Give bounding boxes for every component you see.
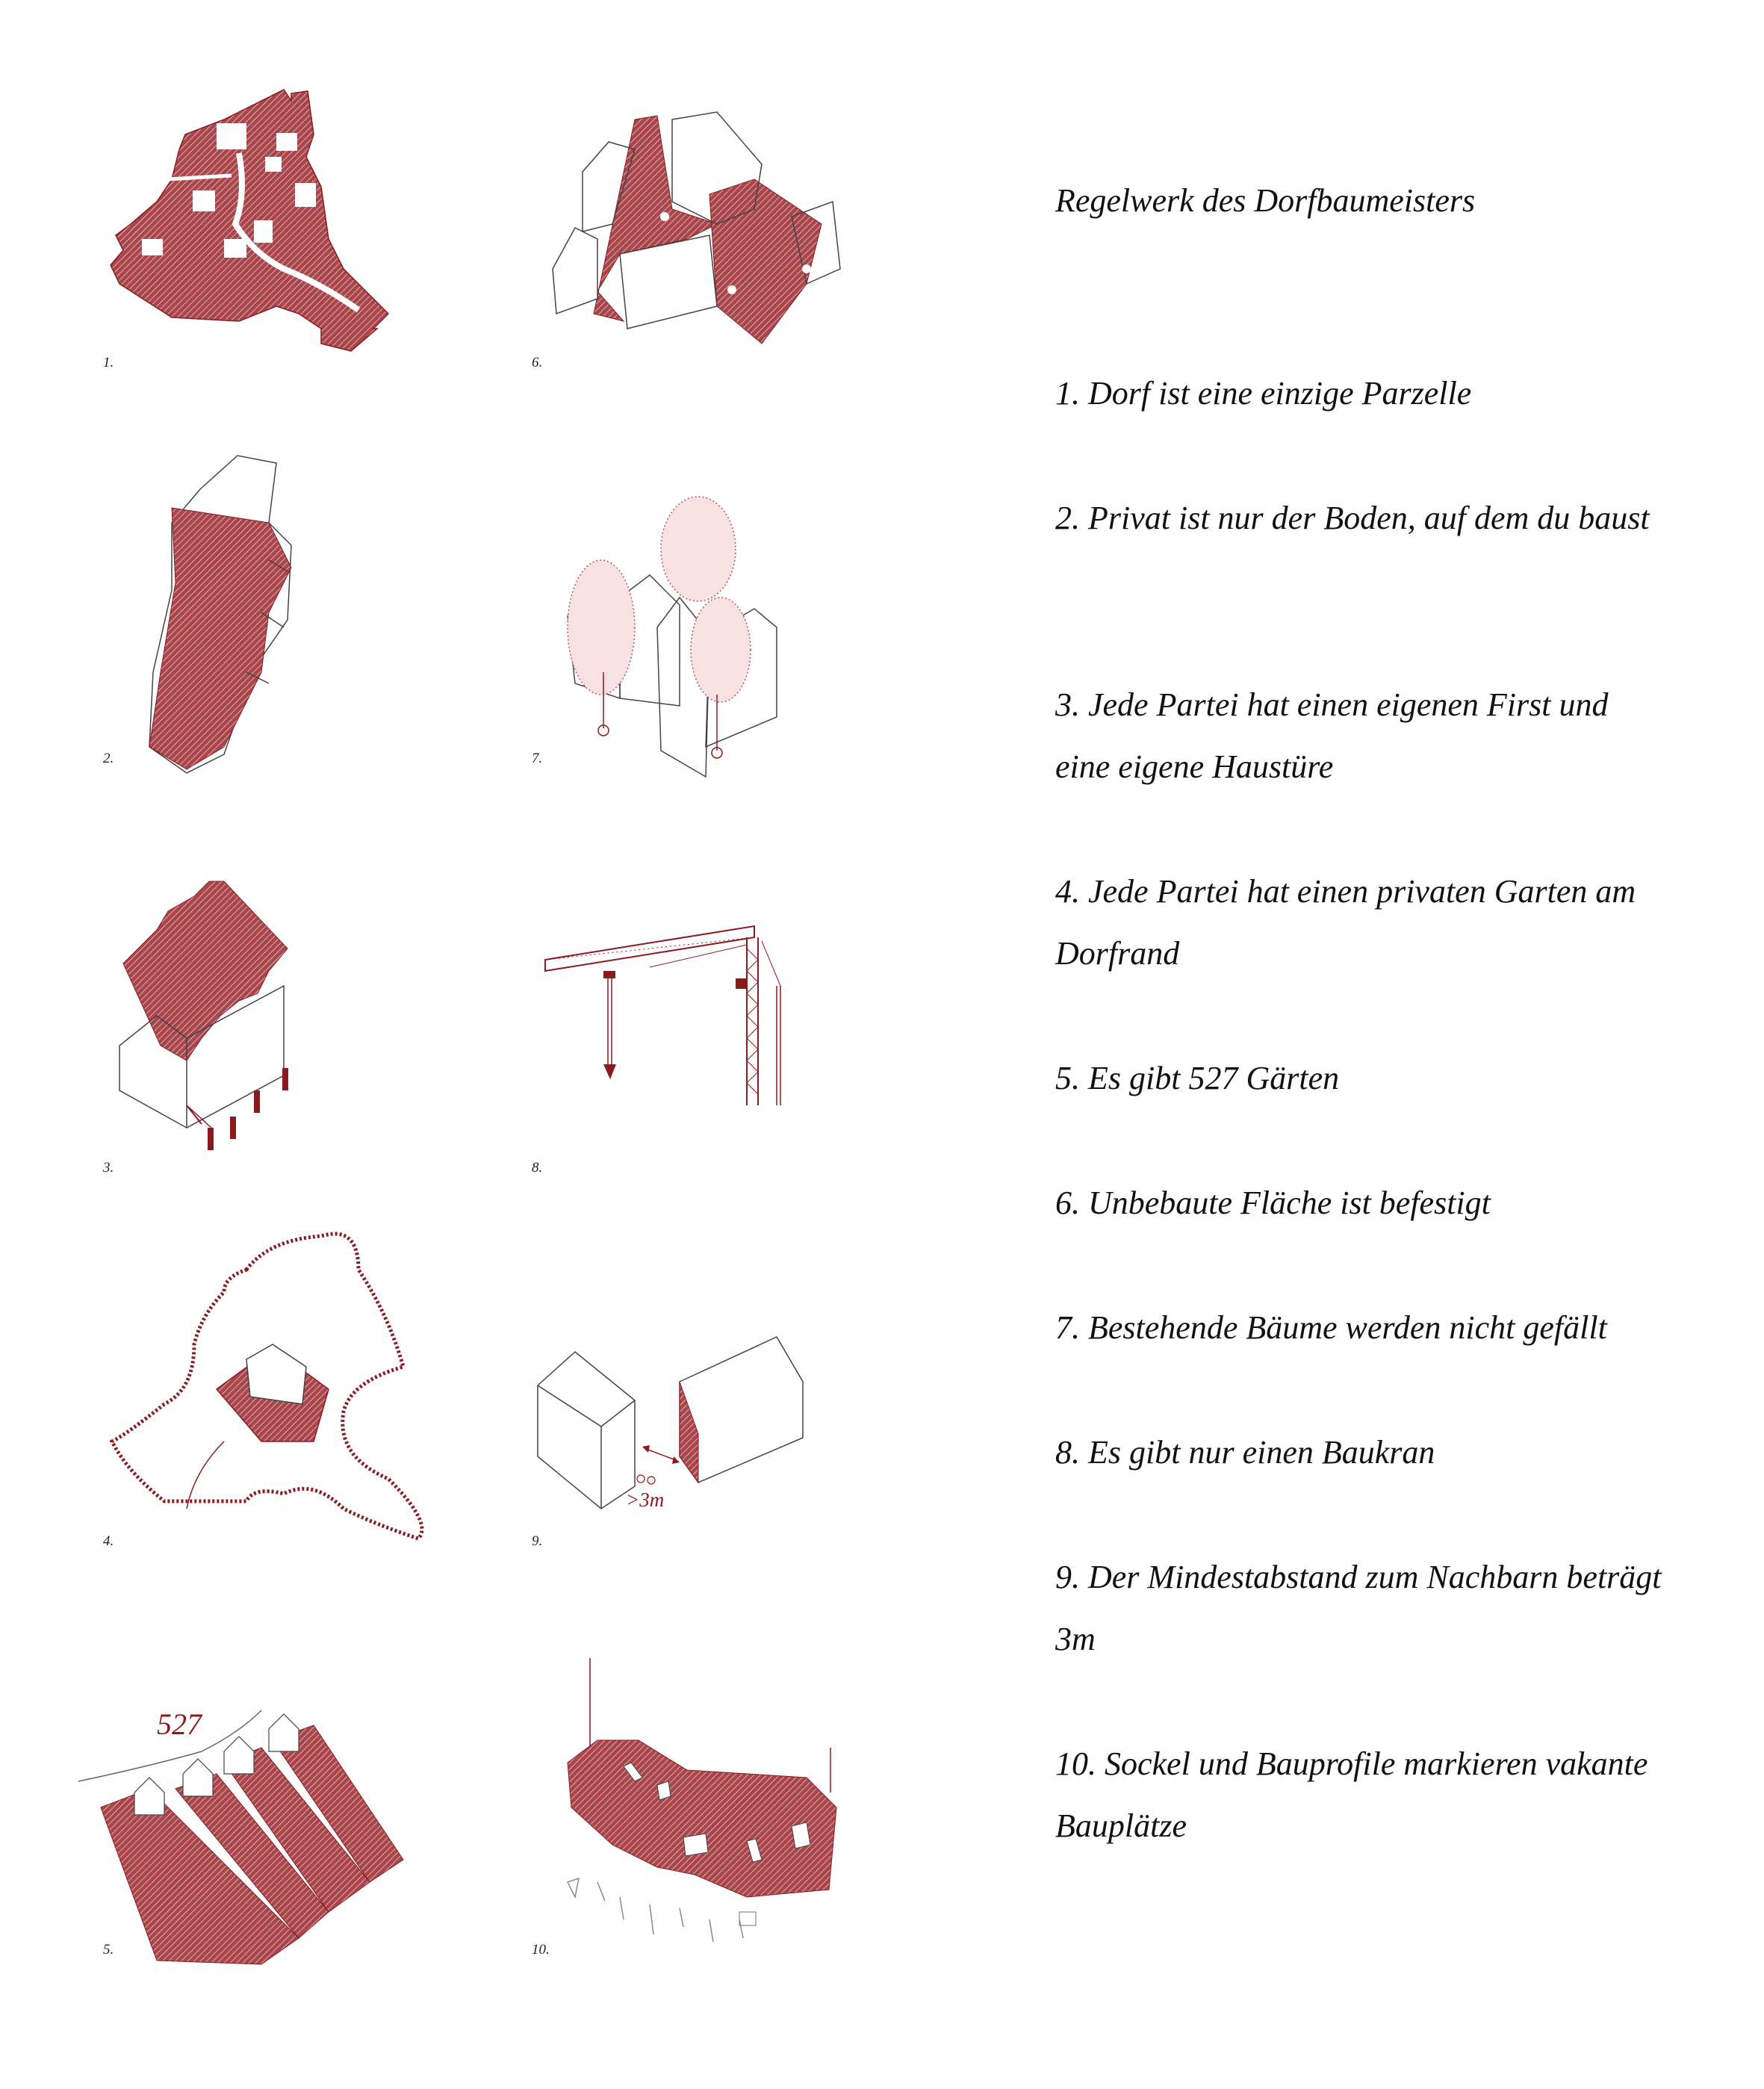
figure-1-number: 1. <box>103 355 114 370</box>
rule-1: 1. Dorf ist eine einzige Parzelle <box>1055 375 1472 412</box>
rule-3: 3. Jede Partei hat einen eigenen First und eine eigene Haustüre <box>1055 686 1609 785</box>
distance-label: >3m <box>626 1489 665 1511</box>
figure-6-number: 6. <box>532 355 543 370</box>
figure-7-number: 7. <box>532 751 543 766</box>
rule-2: 2. Privat ist nur der Boden, auf dem du baust <box>1055 500 1650 536</box>
rule-4: 4. Jede Partei hat einen privaten Garten am Dorfrand <box>1055 873 1636 972</box>
rule-5: 5. Es gibt 527 Gärten <box>1055 1060 1340 1096</box>
figure-9-number: 9. <box>532 1533 543 1549</box>
rule-7: 7. Bestehende Bäume werden nicht gefällt <box>1055 1309 1607 1346</box>
rule-6: 6. Unbebaute Fläche ist befestigt <box>1055 1185 1491 1221</box>
figure-5-number: 5. <box>103 1942 114 1958</box>
page-title: Regelwerk des Dorfbaumeisters <box>1055 182 1476 219</box>
figure-2-number: 2. <box>103 751 114 766</box>
figure-10-number: 10. <box>532 1942 550 1958</box>
figure-4-number: 4. <box>103 1533 114 1549</box>
rule-8: 8. Es gibt nur einen Baukran <box>1055 1434 1435 1471</box>
rule-10: 10. Sockel und Bauprofile markieren vakante Bauplätze <box>1055 1745 1648 1844</box>
figure-3-number: 3. <box>103 1160 114 1176</box>
gardens-count-label: 527 <box>157 1707 202 1741</box>
figure-8-number: 8. <box>532 1160 543 1176</box>
rule-9: 9. Der Mindestabstand zum Nachbarn beträgt 3m <box>1055 1559 1662 1657</box>
